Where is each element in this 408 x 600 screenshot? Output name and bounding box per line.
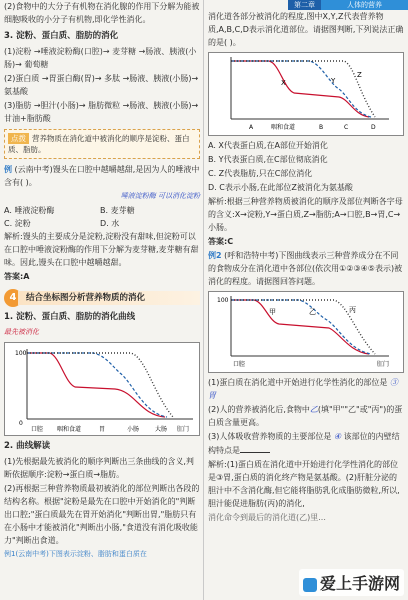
watermark	[299, 569, 404, 596]
column-divider	[203, 0, 204, 600]
label-bing: 丙	[349, 306, 356, 314]
ex2-y-top: 100	[217, 297, 229, 304]
analysis-1: (1)先根据最先被消化的顺序判断出三条曲线的含义,判断依据顺序:淀粉→蛋白质→脂肪。	[4, 457, 194, 479]
right-answer: 答案:C	[208, 237, 234, 246]
option-b: B. 麦芽糖	[100, 206, 135, 215]
ex2-x-4: 肛门	[377, 361, 390, 368]
q3-text: (3)人体吸收营养物质的主要部位是	[208, 432, 332, 441]
digestion-curve-chart	[4, 342, 200, 436]
tip-tag: 点拨	[8, 133, 29, 144]
x-label-2: 胃	[99, 426, 106, 433]
watermark-icon	[303, 578, 317, 592]
example1-solution: 解析:馒头的主要成分是淀粉,淀粉没有甜味,但淀粉可以在口腔中唾液淀粉酶的作用下分解为麦芽糖,麦芽糖有甜味。因此,馒头在口腔中越嚼越甜。	[4, 232, 199, 267]
page-header	[288, 0, 408, 10]
q2-text: (2)人的营养被消化后,食物中	[208, 405, 310, 414]
x-label-4: 大肠	[155, 426, 168, 433]
option-c: C. 淀粉	[4, 219, 31, 228]
q2-answer: 乙	[309, 405, 318, 414]
option-a: A. 唾液淀粉酶	[4, 206, 55, 215]
q3	[208, 430, 404, 457]
right-intro: 消化道各部分被消化的程度,图中X,Y,Z代表营养物质,A,B,C,D表示消化道部位。请据图判断,下列说法正确的是( )。	[208, 12, 404, 47]
protein-line: (2)蛋白质 →胃蛋白酶(胃)→ 多肽 →肠液、胰液(小肠)→ 氨基酸	[4, 74, 199, 96]
right-option-a: A. X代表蛋白质,在A部位开始消化	[208, 141, 328, 150]
heading-digestion: 3. 淀粉、蛋白质、脂肪的消化	[4, 31, 119, 41]
digestion-curve-svg	[5, 343, 199, 435]
xyz-x-d: D	[371, 124, 376, 131]
x-label-0: 口腔	[31, 426, 44, 433]
curve-y	[231, 61, 371, 117]
xyz-chart-svg	[209, 53, 403, 135]
q1-answer: ③胃	[208, 378, 398, 400]
watermark-text: 爱上手游网	[319, 574, 400, 593]
chapter-label: 第二章	[288, 0, 321, 10]
options	[4, 204, 200, 230]
section-title: 结合坐标图分析营养物质的消化	[18, 291, 200, 305]
section-number: 4	[4, 289, 22, 307]
ex2-x-0: 口腔	[233, 361, 246, 368]
q3-answer: ④	[333, 432, 342, 441]
y-origin-label: 0	[19, 420, 23, 427]
tip-text: 营养物质在消化道中被消化的顺序是淀粉、蛋白质、脂肪。	[8, 134, 190, 154]
xyz-x-label: 咽和食道	[271, 124, 296, 131]
q2-text-b: (填"甲""乙"或"丙")的蛋白质含量更高。	[208, 405, 403, 427]
q1	[208, 376, 404, 402]
curve-handwriting: 最先被消化	[4, 328, 39, 336]
xyz-x-a: A	[249, 124, 254, 131]
tip-box	[4, 129, 200, 159]
example2-text: (呼和浩特中考)下图曲线表示三种营养成分在不同的食物成分在消化道中各部位(依次用①②③④⑤表示)被消化的程度。请据图回答问题。	[208, 251, 403, 286]
right-option-d: D. C表示小肠,在此部位Z被消化为氨基酸	[208, 183, 353, 192]
right-solution: 解析:根据三种营养物质被消化的顺序及部位判断各字母的含义:X→淀粉,Y→蛋白质,Z→脂肪;A→口腔,B→胃,C→小肠。	[208, 197, 403, 232]
curve-x	[231, 61, 369, 117]
fat-curve	[27, 353, 173, 417]
protein-curve	[27, 353, 167, 417]
example1-question	[4, 163, 200, 189]
example-bottom: 例1(云南中考)下图表示淀粉、脂肪和蛋白质在	[4, 550, 147, 558]
label-y: Y	[331, 77, 336, 85]
x-label-5: 肛门	[177, 426, 190, 433]
section-header	[4, 289, 200, 307]
xyz-x-c: C	[344, 124, 349, 131]
heading-curve: 1. 淀粉、蛋白质、脂肪的消化曲线	[4, 312, 136, 322]
label-yi: 乙	[309, 308, 316, 316]
xyz-chart	[208, 52, 404, 136]
fat-line: (3)脂肪 →胆汁(小肠)→ 脂肪微粒 →肠液、胰液(小肠)→ 甘油+脂肪酸	[4, 101, 199, 123]
heading-analysis: 2. 曲线解读	[4, 441, 51, 451]
x-label-3: 小肠	[127, 426, 140, 433]
right-column	[208, 10, 404, 525]
starch-curve	[27, 353, 165, 417]
q3-text-b: 该部位的内壁结构特点是	[208, 432, 400, 455]
example1-text: (云南中考)馒头在口腔中越嚼越甜,是因为人的唾液中含有( )。	[4, 165, 200, 187]
example2-chart-svg	[209, 292, 403, 372]
q3-blank	[240, 443, 270, 453]
starch-line: (1)淀粉 →唾液淀粉酶(口腔)→ 麦芽糖 →肠液、胰液(小肠)→ 葡萄糖	[4, 47, 197, 69]
xyz-x-b: B	[319, 124, 324, 131]
example2-chart	[208, 291, 404, 373]
y-top-label: 100	[15, 350, 27, 357]
example1-handwriting: 唾液淀粉酶 可以消化淀粉	[120, 192, 200, 200]
label-x: X	[281, 79, 286, 87]
example2-label: 例2	[208, 251, 222, 260]
solution2: 解析:(1)蛋白质在消化道中开始进行化学性消化的部位是③胃,蛋白质的消化终产物是氨基酸。(2)肝脏分泌的胆汁中不含消化酶,但它能将脂肪乳化成脂肪微粒,所以,胆汁能促进脂肪(丙)的消化,	[208, 460, 400, 508]
left-column	[4, 0, 200, 562]
analysis-2: (2)再根据三种营养物质最初被消化的部位判断出各段的结构名称。根据"淀粉是最先在口腔中开始消化的"判断出口腔;"蛋白质最先在胃开始消化"判断出胃,"脂肪只有在小肠中才能被消化"判断出小肠,"食道没有消化吸收能力"判断出食道。	[4, 484, 200, 545]
q2	[208, 403, 404, 429]
chapter-title: 人体的营养	[321, 0, 408, 10]
x-label-1: 咽和食道	[57, 426, 82, 433]
right-option-c: C. Z代表脂肪,只在C部位消化	[208, 169, 313, 178]
example1-label: 例	[4, 165, 12, 174]
right-bottom: 消化命令到最后的消化道(乙)里...	[208, 513, 326, 522]
label-z: Z	[357, 71, 362, 79]
label-jia: 甲	[269, 308, 276, 316]
intro-text: (2)食物中的大分子有机物在消化腺的作用下分解为能被细胞吸收的小分子有机物,即化学性消化。	[4, 2, 200, 24]
option-d: D. 水	[100, 219, 120, 228]
q1-text: (1)蛋白质在消化道中开始进行化学性消化的部位是	[208, 378, 388, 387]
right-option-b: B. Y代表蛋白质,在C部位彻底消化	[208, 155, 328, 164]
example1-answer: 答案:A	[4, 272, 30, 281]
example2-question	[208, 249, 404, 288]
